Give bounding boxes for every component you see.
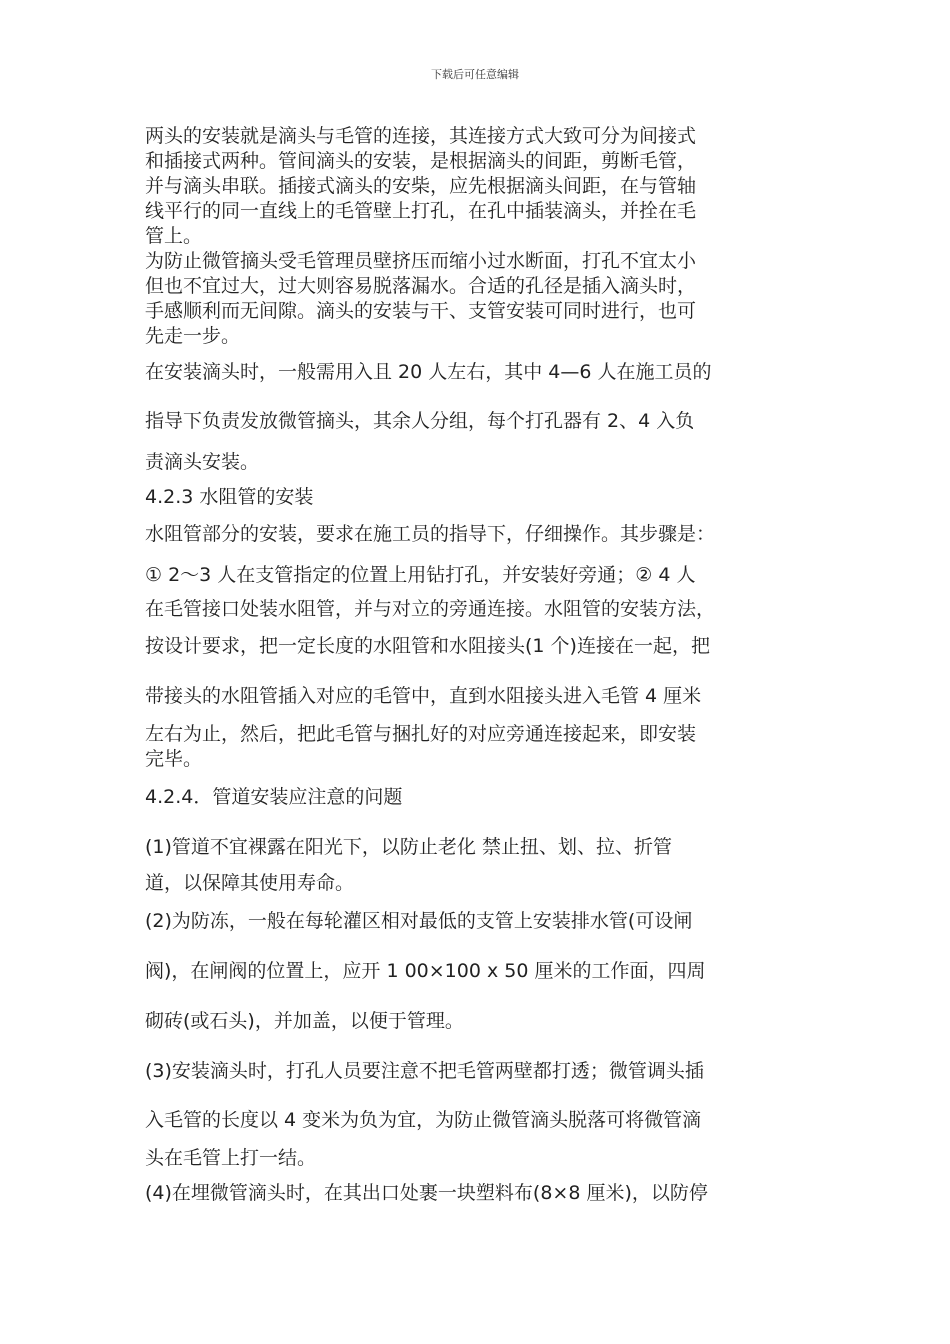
- text-line: 按设计要求，把一定长度的水阻管和水阻接头(1 个)连接在一起，把: [145, 635, 710, 657]
- text-line: 道，以保障其使用寿命。: [145, 872, 355, 894]
- text-line: 水阻管部分的安装，要求在施工员的指导下，仔细操作。其步骤是：: [145, 523, 716, 545]
- text-line: 责滴头安装。: [145, 451, 260, 473]
- section-heading: 4.2.4．管道安装应注意的问题: [145, 786, 403, 808]
- text-line: 但也不宜过大，过大则容易脱落漏水。合适的孔径是插入滴头时，: [145, 275, 697, 297]
- text-line: 头在毛管上打一结。: [145, 1147, 317, 1169]
- section-heading: 4.2.3 水阻管的安装: [145, 486, 314, 508]
- text-line: 和插接式两种。管间滴头的安装，是根据滴头的间距，剪断毛管，: [145, 150, 697, 172]
- text-line: 先走一步。: [145, 325, 241, 347]
- text-line: 为防止微管摘头受毛管理员壁挤压而缩小过水断面，打孔不宜太小: [145, 250, 697, 272]
- text-line: 完毕。: [145, 748, 203, 770]
- page-header: 下载后可任意编辑: [431, 68, 519, 81]
- text-line: 线平行的同一直线上的毛管壁上打孔，在孔中插装滴头，并拴在毛: [145, 200, 697, 222]
- text-line: 管上。: [145, 225, 203, 247]
- text-line: 带接头的水阻管插入对应的毛管中，直到水阻接头进入毛管 4 厘米: [145, 685, 702, 707]
- text-line: 在安装滴头时，一般需用入且 20 人左右，其中 4—6 人在施工员的: [145, 361, 712, 383]
- text-line: 并与滴头串联。插接式滴头的安柴，应先根据滴头间距，在与管轴: [145, 175, 697, 197]
- text-line: (4)在埋微管滴头时，在其出口处裹一块塑料布(8×8 厘米)，以防停: [145, 1182, 708, 1204]
- text-line: (1)管道不宜裸露在阳光下，以防止老化 禁止扭、划、拉、折管: [145, 836, 672, 858]
- text-line: (3)安装滴头时，打孔人员要注意不把毛管两壁都打透；微管调头插: [145, 1060, 704, 1082]
- text-line: (2)为防冻，一般在每轮灌区相对最低的支管上安装排水管(可设闸: [145, 910, 693, 932]
- text-line: 左右为止，然后，把此毛管与捆扎好的对应旁通连接起来，即安装: [145, 723, 697, 745]
- text-line: 在毛管接口处装水阻管，并与对立的旁通连接。水阻管的安装方法，: [145, 598, 716, 620]
- text-line: 砌砖(或石头)，并加盖，以便于管理。: [145, 1010, 464, 1032]
- text-line: 手感顺利而无间隙。滴头的安装与干、支管安装可同时进行，也可: [145, 300, 697, 322]
- text-line: 入毛管的长度以 4 变米为负为宜，为防止微管滴头脱落可将微管滴: [145, 1109, 702, 1131]
- text-line: 两头的安装就是滴头与毛管的连接，其连接方式大致可分为间接式: [145, 125, 697, 147]
- text-line: ① 2～3 人在支管指定的位置上用钻打孔，并安装好旁通；② 4 人: [145, 564, 696, 586]
- text-line: 指导下负责发放微管摘头，其余人分组，每个打孔器有 2、4 入负: [145, 410, 695, 432]
- text-line: 阀)，在闸阀的位置上，应开 1 00×100 x 50 厘米的工作面，四周: [145, 960, 706, 982]
